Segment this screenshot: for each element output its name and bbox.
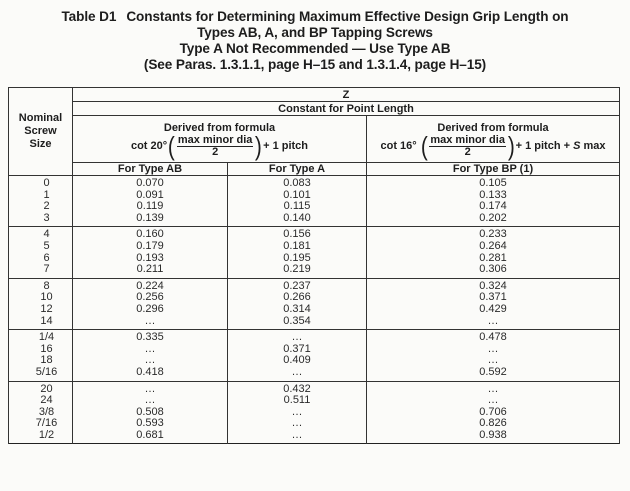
formula-right-denominator: 2	[464, 145, 471, 158]
screw-size: 5	[43, 239, 50, 252]
constant-value: 0.592	[479, 365, 507, 378]
screw-size: 1/2	[38, 428, 55, 441]
formula-left-caption: Derived from formula	[163, 121, 276, 134]
constant-value: 0.335	[136, 331, 164, 344]
type-bp-cell	[367, 330, 620, 381]
screw-size: 5/16	[35, 365, 58, 378]
constant-value: 0.593	[136, 417, 164, 430]
type-a-cell	[228, 381, 367, 444]
row-group	[9, 227, 620, 278]
formula-left-suffix: + 1 pitch	[263, 140, 309, 152]
constant-value: …	[144, 314, 156, 327]
table-row	[9, 176, 620, 227]
screw-size: 1	[43, 188, 50, 201]
screw-size: 6	[43, 251, 50, 264]
constant-value: …	[291, 331, 303, 344]
screw-size: 20	[40, 382, 53, 395]
constant-value: …	[487, 342, 499, 355]
constant-value: 0.115	[283, 200, 311, 213]
screw-size: 7/16	[35, 417, 58, 430]
table-row	[9, 278, 620, 329]
formula-left-numerator: max minor dia	[177, 133, 253, 146]
constant-value: 0.224	[136, 279, 164, 292]
screw-size: 3/8	[38, 405, 55, 418]
row-group	[9, 176, 620, 227]
type-a-cell	[228, 227, 367, 278]
constant-value: …	[144, 354, 156, 367]
screw-size: 4	[43, 228, 50, 241]
formula-right: cot 16° ( $\frac{\text{max minor dia}}{2}$ ) + 1 pitch + S max	[380, 131, 606, 161]
constant-value: …	[291, 428, 303, 441]
constant-value: …	[291, 417, 303, 430]
formula-right-suffix-s: S	[573, 140, 581, 152]
constant-value: 0.070	[136, 177, 164, 189]
constant-value: 0.181	[283, 239, 311, 252]
constant-value: 0.324	[479, 279, 507, 292]
formula-left-header	[73, 116, 367, 163]
screw-size-cell	[9, 278, 73, 329]
constant-value: 0.133	[479, 188, 507, 201]
formula-right-suffix-a: + 1 pitch +	[515, 140, 574, 152]
constant-value: 0.179	[136, 239, 164, 252]
constant-value: 0.101	[283, 188, 311, 201]
screw-size: 7	[43, 263, 50, 276]
screw-size: 24	[40, 394, 53, 407]
constant-value: 0.219	[283, 263, 311, 276]
formula-left-prefix: cot 20°	[130, 140, 168, 152]
table-title-text: Constants for Determining Maximum Effective Design Grip Length on	[126, 9, 569, 24]
constant-value: 0.706	[479, 405, 507, 418]
type-a-cell	[228, 278, 367, 329]
screw-size-cell	[9, 176, 73, 227]
constant-value: …	[487, 314, 499, 327]
type-bp-cell	[367, 381, 620, 444]
constant-value: 0.193	[136, 251, 164, 264]
table-row	[9, 381, 620, 444]
constant-value: 0.174	[479, 200, 507, 213]
constant-value: 0.083	[283, 177, 311, 189]
screw-size: 14	[40, 314, 53, 327]
constant-value: 0.314	[283, 302, 311, 315]
screw-size: 16	[40, 342, 53, 355]
type-bp-cell	[367, 227, 620, 278]
constant-value: 0.826	[479, 417, 507, 430]
constant-value: 0.119	[136, 200, 164, 213]
constant-value: 0.371	[283, 342, 311, 355]
constant-value: …	[291, 365, 303, 378]
constant-value: 0.195	[283, 251, 311, 264]
type-ab-cell	[73, 330, 228, 381]
constant-value: …	[487, 394, 499, 407]
constant-value: 0.432	[283, 382, 311, 395]
constant-value: 0.160	[136, 228, 164, 241]
table-title-line-3: Type A Not Recommended — Use Type AB	[179, 41, 451, 56]
screw-size: 12	[40, 302, 53, 315]
constant-value: …	[487, 354, 499, 367]
screw-size: 1/4	[38, 331, 55, 344]
constant-value: 0.508	[136, 405, 164, 418]
formula-right-numerator: max minor dia	[430, 133, 505, 146]
nominal-size-header: Nominal Screw Size	[9, 88, 73, 176]
formula-left-denominator: 2	[212, 145, 219, 158]
constant-header: Constant for Point Length	[73, 102, 620, 116]
constant-value: 0.429	[479, 302, 507, 315]
screw-size-cell	[9, 227, 73, 278]
screw-size: 10	[40, 291, 53, 304]
screw-size-cell	[9, 381, 73, 444]
screw-size-cell	[9, 330, 73, 381]
constant-value: 0.354	[283, 314, 311, 327]
table-title-line-2: Types AB, A, and BP Tapping Screws	[197, 25, 433, 40]
col-header-type-a: For Type A	[228, 163, 367, 176]
constant-value: 0.938	[479, 428, 507, 441]
constant-value: …	[291, 405, 303, 418]
constant-value: 0.418	[136, 365, 164, 378]
screw-size: 18	[40, 354, 53, 367]
row-group	[9, 278, 620, 329]
constant-value: 0.296	[136, 302, 164, 315]
formula-right-caption: Derived from formula	[437, 121, 549, 134]
table-label: Table D1	[61, 9, 117, 24]
formula-left: cot 20° ( $\frac{\text{max minor dia}}{2}$ ) + 1 pitch	[130, 131, 309, 161]
constant-value: 0.681	[136, 428, 164, 441]
type-ab-cell	[73, 227, 228, 278]
table-title-line-4: (See Paras. 1.3.1.1, page H–15 and 1.3.1.4, page H–15)	[143, 57, 487, 72]
z-header: Z	[73, 88, 620, 102]
constant-value: 0.281	[479, 251, 507, 264]
screw-size: 8	[43, 279, 50, 292]
constant-value: 0.233	[479, 228, 507, 241]
row-group	[9, 330, 620, 381]
constant-value: 0.202	[479, 211, 507, 224]
constant-value: 0.478	[479, 331, 507, 344]
table-row	[9, 227, 620, 278]
type-a-cell	[228, 330, 367, 381]
constant-value: 0.139	[136, 211, 164, 224]
type-bp-cell	[367, 278, 620, 329]
type-ab-cell	[73, 278, 228, 329]
constant-value: 0.237	[283, 279, 311, 292]
table-row	[9, 330, 620, 381]
constant-value: 0.409	[283, 354, 311, 367]
constant-value: 0.371	[479, 291, 507, 304]
table-title	[0, 9, 630, 25]
constants-table	[8, 87, 620, 444]
constant-value: 0.140	[283, 211, 311, 224]
constant-value: 0.211	[136, 263, 164, 276]
constant-value: 0.306	[479, 263, 507, 276]
formula-right-header	[367, 116, 620, 163]
type-bp-cell	[367, 176, 620, 227]
constant-value: 0.511	[283, 394, 311, 407]
constant-value: 0.264	[479, 239, 507, 252]
formula-right-suffix-b: max	[580, 140, 606, 152]
constant-value: 0.091	[136, 188, 164, 201]
constant-value: 0.266	[283, 291, 311, 304]
type-ab-cell	[73, 381, 228, 444]
type-a-cell	[228, 176, 367, 227]
constant-value: …	[487, 382, 499, 395]
type-ab-cell	[73, 176, 228, 227]
constant-value: …	[144, 394, 156, 407]
formula-right-prefix: cot 16°	[380, 140, 417, 152]
constant-value: 0.105	[479, 177, 507, 189]
constant-value: …	[144, 342, 156, 355]
constant-value: 0.256	[136, 291, 164, 304]
row-group	[9, 381, 620, 444]
screw-size: 3	[43, 211, 50, 224]
screw-size: 2	[43, 200, 50, 213]
col-header-type-bp: For Type BP (1)	[367, 163, 620, 176]
col-header-type-ab: For Type AB	[73, 163, 228, 176]
constant-value: 0.156	[283, 228, 311, 241]
screw-size: 0	[43, 177, 50, 189]
constant-value: …	[144, 382, 156, 395]
